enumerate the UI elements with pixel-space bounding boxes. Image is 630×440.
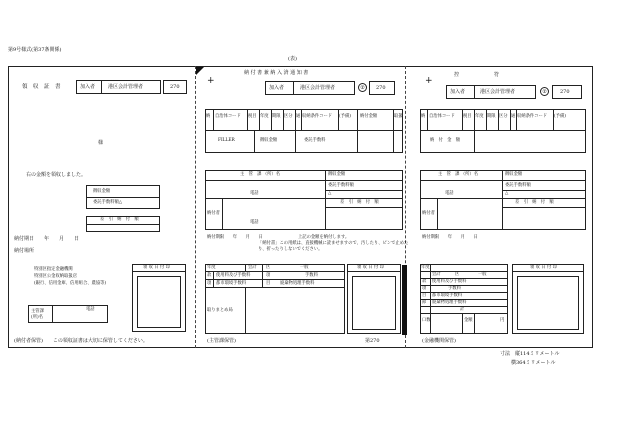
mt-r5: 廃棄物処理手数料: [280, 281, 315, 286]
rt-5: 使用料及び手数料: [432, 279, 467, 284]
left-payment-place: 納付場所: [14, 248, 35, 254]
right-joiner-label: 加入者: [450, 89, 466, 95]
divider: [295, 130, 296, 153]
divider: [502, 190, 586, 191]
middle-summary-label: 取りまとめ局: [207, 308, 233, 313]
rt-3: 一般: [478, 272, 487, 277]
mt-r0: 使用料及び手数料: [216, 273, 251, 278]
divider: [101, 80, 102, 94]
mg-h8: (予備): [339, 114, 351, 119]
divider: [427, 109, 428, 130]
rg-h2: 税目: [463, 114, 472, 119]
mg-h1: 自治体コード: [215, 114, 241, 119]
divider: [52, 305, 53, 323]
left-diff-label: 差 引 納 付 額: [100, 217, 139, 222]
divider: [512, 271, 584, 272]
middle-footer-left: (主管課保管): [207, 338, 236, 344]
rt-2: 区: [455, 272, 460, 277]
rg-h0: 納: [421, 114, 426, 119]
rt-9: 都市環境手数料: [432, 293, 463, 298]
middle-number: 270: [376, 85, 386, 91]
mg-h9: 納付金額: [360, 114, 378, 119]
right-amount-label: 納 付 金 額: [430, 138, 461, 143]
divider: [205, 287, 345, 288]
rt-8: 目: [422, 293, 427, 298]
left-stamp-label: 領 収 日 付 印: [143, 265, 170, 270]
middle-notice-3: り、折ったりしないでください。: [258, 247, 323, 252]
mt-r4: 目: [266, 281, 271, 286]
middle-phone-label: 電話: [250, 191, 259, 196]
rg-h4: 期限: [487, 114, 496, 119]
rt-1: 会計: [432, 272, 441, 277]
rg-h7: 収納条件コード: [517, 114, 548, 119]
right-number: 270: [560, 89, 570, 95]
divider: [420, 130, 586, 131]
divider: [420, 313, 508, 314]
mg-h10: 取扱: [394, 114, 403, 119]
divider: [205, 279, 345, 280]
rg-h6: 通: [511, 114, 516, 119]
mt-c1: 項: [207, 281, 212, 286]
right-dept-area: [420, 170, 586, 230]
mt-r1: 都市環境手数料: [216, 281, 247, 286]
divider: [502, 207, 586, 208]
left-payment-date: 納付期日 年 月 日: [14, 236, 80, 242]
mt-r3: 手数料: [305, 273, 318, 278]
mg-h6: 通: [296, 114, 301, 119]
right-diff-label: 差 引 納 付 額: [515, 200, 554, 205]
middle-filler: FILLER: [218, 138, 235, 143]
right-fee-mark: △: [505, 191, 509, 196]
right-footer: (金融機関保管): [422, 338, 456, 344]
divider: [420, 285, 508, 286]
mt-h3: 一般: [300, 265, 309, 270]
bank-line-1: 特別区指定金融機関: [34, 267, 73, 272]
dimension-width: 横364ミリメートル: [511, 360, 556, 366]
divider: [245, 264, 246, 271]
mg-h4: 期限: [272, 114, 281, 119]
left-sama: 様: [98, 140, 104, 146]
middle-black-bar: [402, 265, 407, 335]
rg-h8: (予備): [554, 114, 566, 119]
divider: [325, 170, 326, 230]
divider: [222, 198, 223, 230]
divider: [132, 271, 186, 272]
right-payer-label: 納付者: [422, 211, 435, 216]
mt-h1: 会計: [248, 265, 257, 270]
mt-r2: 項: [266, 273, 271, 278]
receipt-title: 領 収 証 書: [22, 84, 61, 90]
middle-joiner-label: 加入者: [269, 85, 285, 91]
divider: [474, 313, 475, 334]
left-amount-label: 徴収金額: [93, 189, 111, 194]
divider: [474, 130, 475, 153]
dimension-height: 寸法 縦114ミリメートル: [500, 351, 560, 357]
divider: [462, 313, 463, 334]
divider: [245, 287, 246, 334]
middle-notice-1: 上記の金額を納付します。: [298, 235, 350, 240]
divider: [205, 130, 403, 131]
middle-amount2-label: 徴収金額: [328, 172, 346, 177]
divider: [502, 170, 503, 230]
divider: [437, 198, 438, 230]
form-number: 第9号様式(第37条関係): [8, 47, 62, 53]
middle-payer-label: 納付者: [207, 211, 220, 216]
middle-due-label: 納付期限 年 月 日: [207, 235, 263, 240]
mg-h7: 収納条件コード: [302, 114, 333, 119]
rt-10: 節: [422, 300, 427, 305]
middle-phone2-label: 電話: [250, 220, 259, 225]
rg-h5: 区分: [499, 114, 508, 119]
divider: [86, 197, 160, 198]
right-title: 控 符: [454, 72, 500, 78]
rt-15: 円: [500, 318, 505, 323]
bank-line-3: (銀行、信用金庫、信用組合、農協等): [34, 281, 107, 286]
divider: [213, 271, 214, 287]
middle-dept-name-label: 主 管 課 （所）名: [240, 172, 281, 177]
right-stamp-inner: [517, 276, 579, 330]
rt-13: 口数: [422, 318, 431, 323]
left-phone-label: 電話: [86, 307, 95, 312]
middle-fee-label: 委託手数料: [304, 138, 326, 143]
mg-h0: 納: [206, 114, 211, 119]
mg-h5: 区分: [284, 114, 293, 119]
mt-h0: 年度: [207, 265, 216, 270]
left-dept-label: 主管課 (所)名: [31, 309, 44, 320]
right-dept-name-label: 主 管 課 （所）名: [438, 172, 479, 177]
mg-h3: 年度: [260, 114, 269, 119]
right-joiner-name: 港区会計管理者: [480, 89, 516, 95]
divider: [325, 190, 403, 191]
middle-title: 納 付 書 兼 納 入 済 通 知 書: [244, 70, 309, 76]
right-plus-mark: +: [425, 76, 433, 86]
divider: [262, 264, 263, 271]
divider: [347, 271, 401, 272]
divider: [205, 271, 345, 272]
mt-h2: 区: [266, 265, 271, 270]
middle-diff-label: 差 引 納 付 額: [340, 200, 379, 205]
left-footer: (納付者保管) この領収証書は大切に保管してください。: [14, 338, 148, 344]
right-fee-label: 委託手数料額: [505, 183, 531, 188]
middle-stamp-label: 領 収 日 付 印: [357, 265, 384, 270]
rg-h1: 自治体コード: [429, 114, 455, 119]
rg-h3: 年度: [475, 114, 484, 119]
divider: [86, 224, 160, 225]
middle-circle-no: ②: [358, 83, 367, 92]
left-joiner-label: 加入者: [80, 84, 96, 90]
divider: [357, 109, 358, 153]
middle-joiner-name: 港区会計管理者: [300, 85, 336, 91]
left-stamp-inner: [137, 276, 181, 328]
divider: [254, 130, 255, 153]
divider: [325, 207, 403, 208]
right-stamp-label: 領 収 日 付 印: [530, 265, 557, 270]
middle-fee-mark: △: [328, 191, 332, 196]
corner-mark: [196, 67, 204, 75]
divider: [205, 180, 403, 181]
middle-notice-2: 「納付書」この用紙は、直接機械に読ませますので、汚したり、ピンで止めた: [258, 241, 409, 246]
middle-plus-mark: +: [207, 76, 215, 86]
rt-7: 手数料: [448, 286, 461, 291]
left-joiner-name: 港区会計管理者: [108, 84, 144, 90]
right-amount2-label: 徴収金額: [505, 172, 523, 177]
left-fee-label: 委託手数料額△: [93, 200, 123, 205]
mg-h2: 税目: [248, 114, 257, 119]
middle-fee2-label: 委託手数料額: [328, 183, 354, 188]
rt-0: 年度: [421, 265, 430, 270]
side-label: (表): [288, 56, 297, 62]
middle-amount-label: 徴収金額: [260, 138, 278, 143]
right-circle-no: ②: [540, 87, 549, 96]
rt-12: 計: [460, 307, 465, 312]
right-due-label: 納付期限 年 月 日: [422, 235, 478, 240]
divider: [474, 85, 475, 99]
mt-c0: 款: [207, 273, 212, 278]
left-number: 270: [170, 84, 180, 90]
perforation-left: [195, 66, 196, 348]
bank-line-2: 特別区公金収納取扱店: [34, 274, 77, 279]
divider: [262, 271, 263, 287]
divider: [205, 198, 403, 199]
rt-11: 廃棄物処理手数料: [432, 300, 467, 305]
divider: [420, 198, 586, 199]
rt-4: 款: [422, 279, 427, 284]
middle-stamp-inner: [352, 276, 396, 330]
divider: [293, 81, 294, 95]
middle-footer-right: 第270: [365, 338, 380, 344]
rt-14: 金額: [464, 318, 473, 323]
divider: [213, 109, 214, 130]
received-text: 右の金額を領収しました。: [26, 172, 87, 178]
divider: [420, 180, 586, 181]
rt-6: 項: [422, 286, 427, 291]
right-phone-label: 電話: [445, 191, 454, 196]
